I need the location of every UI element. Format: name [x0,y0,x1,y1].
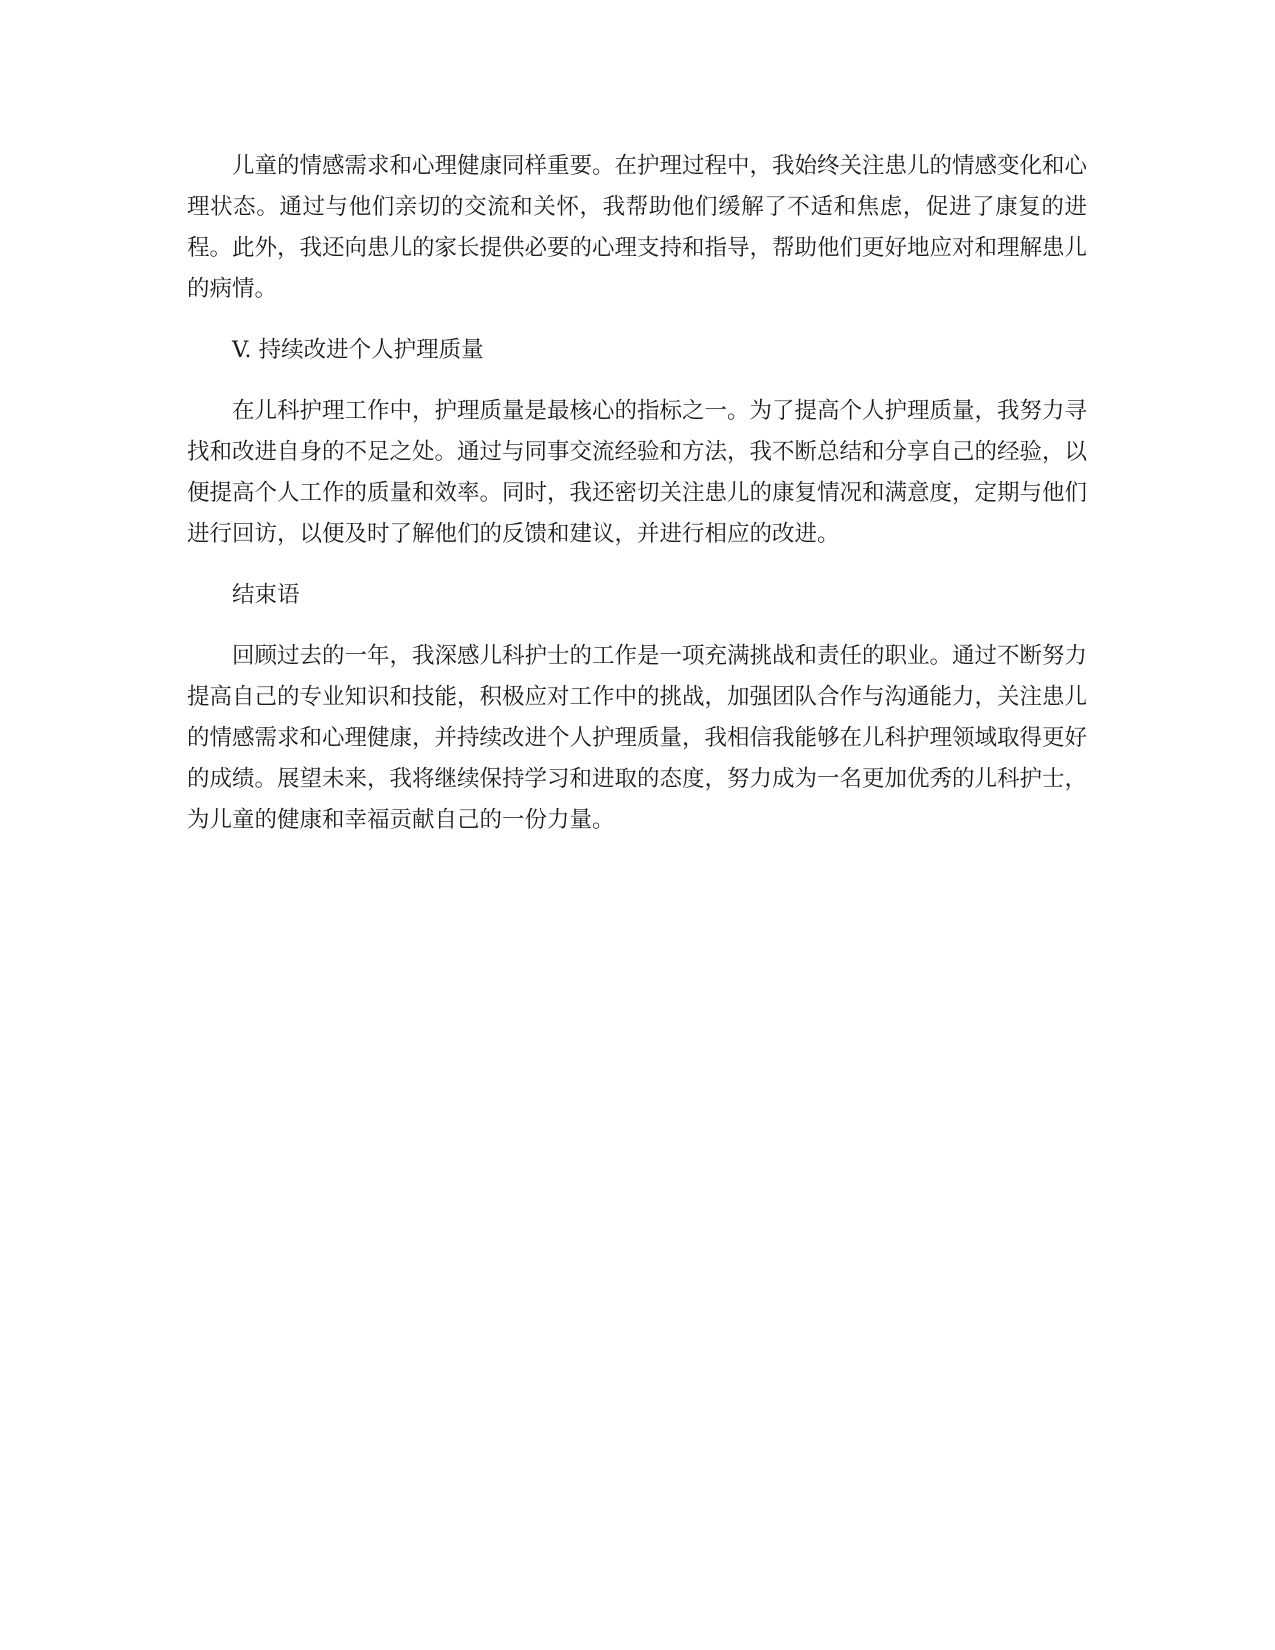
section-heading-conclusion: 结束语 [232,582,300,608]
document-body [187,146,1087,861]
section-heading-quality: V. 持续改进个人护理质量 [232,337,484,363]
paragraph-quality-improvement: 在儿科护理工作中，护理质量是最核心的指标之一。为了提高个人护理质量，我努力寻找和改进自身的不足之处。通过与同事交流经验和方法，我不断总结和分享自己的经验，以便提高个人工作的质量和效率。同时，我还密切关注患儿的康复情况和满意度，定期与他们进行回访，以便及时了解他们的反馈和建议，并进行相应的改进。 [187,398,1088,547]
paragraph-conclusion: 回顾过去的一年，我深感儿科护士的工作是一项充满挑战和责任的职业。通过不断努力提高自己的专业知识和技能，积极应对工作中的挑战，加强团队合作与沟通能力，关注患儿的情感需求和心理健康，并持续改进个人护理质量，我相信我能够在儿科护理领域取得更好的成绩。展望未来，我将继续保持学习和进取的态度，努力成为一名更加优秀的儿科护士，为儿童的健康和幸福贡献自己的一份力量。 [187,643,1088,833]
paragraph-emotional-care: 儿童的情感需求和心理健康同样重要。在护理过程中，我始终关注患儿的情感变化和心理状态。通过与他们亲切的交流和关怀，我帮助他们缓解了不适和焦虑，促进了康复的进程。此外，我还向患儿的家长提供必要的心理支持和指导，帮助他们更好地应对和理解患儿的病情。 [187,153,1088,302]
